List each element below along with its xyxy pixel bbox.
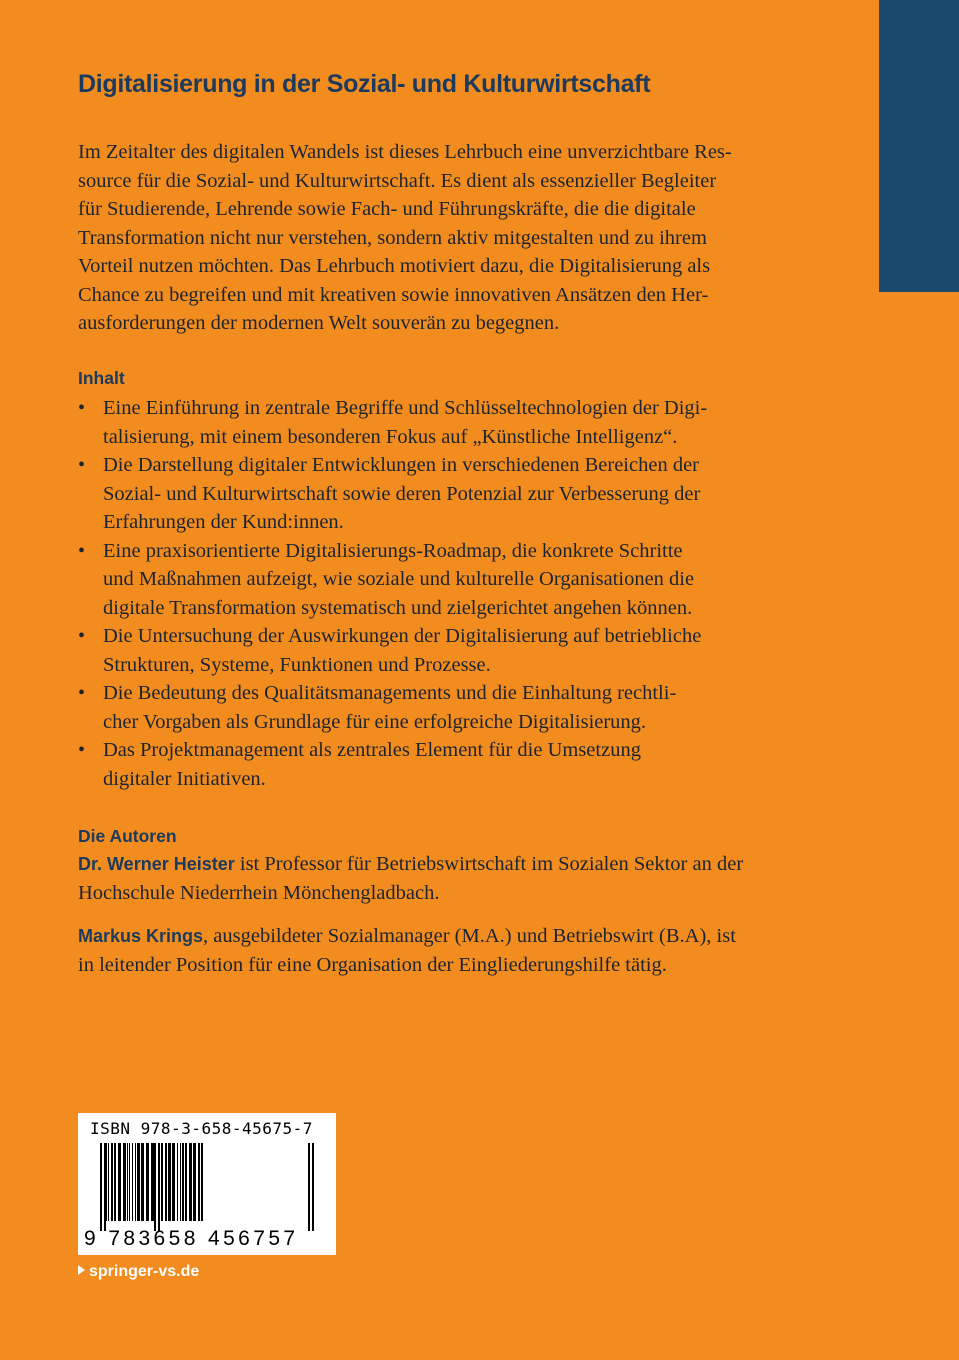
barcode-bar	[180, 1143, 181, 1221]
author-bio	[78, 850, 838, 907]
list-item-line: digitale Transformation systematisch und zielgerichtet angehen können.	[103, 596, 693, 619]
blurb-line: source für die Sozial- und Kulturwirtschaft. Es dient als essenzieller Begleiter	[78, 169, 717, 192]
barcode-bar	[111, 1143, 113, 1221]
barcode-bar	[132, 1143, 133, 1221]
list-item-line: talisierung, mit einem besonderen Fokus auf „Künstliche Intelligenz“.	[103, 425, 678, 448]
barcode-bar	[100, 1143, 102, 1231]
list-item-line: Erfahrungen der Kund:innen.	[103, 511, 344, 533]
description-blurb	[78, 138, 798, 338]
corner-color-block	[879, 0, 959, 292]
list-item-line: und Maßnahmen aufzeigt, wie soziale und kulturelle Organisationen die	[103, 568, 695, 590]
barcode-bar	[108, 1143, 109, 1221]
blurb-line: Transformation nicht nur verstehen, sondern aktiv mitgestalten und zu ihrem	[78, 226, 707, 249]
barcode-bar	[146, 1143, 149, 1221]
barcode-bar	[135, 1143, 136, 1221]
barcode-bar	[129, 1143, 130, 1221]
isbn-barcode	[78, 1113, 336, 1255]
barcode-bar	[118, 1143, 121, 1221]
barcode-digits: 9 783658 456757	[84, 1227, 299, 1250]
barcode-bar	[127, 1143, 128, 1221]
bullet-icon: •	[78, 682, 86, 704]
author-name: Dr. Werner Heister	[78, 854, 235, 874]
author-bio-line	[78, 850, 838, 879]
blurb-line: Vorteil nutzen möchten. Das Lehrbuch motiviert dazu, die Digitalisierung als	[78, 255, 711, 277]
website-text: springer-vs.de	[89, 1263, 200, 1280]
barcode-bar	[106, 1143, 107, 1221]
bullet-icon: •	[78, 625, 86, 647]
author-bio-line: Hochschule Niederrhein Mönchengladbach.	[78, 881, 440, 904]
barcode-bar	[201, 1143, 203, 1221]
bullet-icon: •	[78, 397, 86, 419]
bullet-icon: •	[78, 739, 86, 761]
list-item-line: Die Bedeutung des Qualitätsmanagements und die Einhaltung rechtli-	[103, 682, 677, 704]
blurb-line: Chance zu begreifen und mit kreativen sowie innovativen Ansätzen den Her-	[78, 283, 709, 306]
arrow-right-icon	[78, 1265, 85, 1275]
barcode-bar	[185, 1143, 187, 1221]
list-item-line: Strukturen, Systeme, Funktionen und Prozesse.	[103, 653, 491, 676]
barcode-bar	[137, 1143, 140, 1221]
list-item-line: Eine Einführung in zentrale Begriffe und Schlüsseltechnologien der Digi-	[103, 397, 708, 419]
list-item	[78, 679, 838, 736]
barcode-bar	[151, 1143, 154, 1221]
barcode-bar	[158, 1143, 160, 1231]
barcode-bar	[104, 1143, 106, 1231]
barcode-bar	[198, 1143, 200, 1221]
list-item	[78, 394, 838, 451]
inhalt-heading: Inhalt	[78, 368, 125, 388]
author-bio-line	[78, 922, 838, 951]
bullet-icon: •	[78, 454, 86, 476]
barcode-bar	[114, 1143, 116, 1221]
blurb-line: ausforderungen der modernen Welt souverän zu begegnen.	[78, 312, 560, 334]
barcode-bar	[193, 1143, 196, 1221]
list-item-line: Sozial- und Kulturwirtschaft sowie deren Potenzial zur Verbesserung der	[103, 482, 701, 505]
list-item-line: Die Untersuchung der Auswirkungen der Digitalisierung auf betriebliche	[103, 625, 702, 647]
author-name: Markus Krings	[78, 926, 204, 946]
barcode-bar	[161, 1143, 163, 1221]
list-item	[78, 736, 838, 793]
list-item-line: Das Projektmanagement als zentrales Element für die Umsetzung	[103, 739, 641, 761]
barcode-bar	[189, 1143, 192, 1221]
list-item	[78, 537, 838, 623]
isbn-label: ISBN 978-3-658-45675-7	[90, 1119, 313, 1138]
list-item-line: cher Vorgaben als Grundlage für eine erfolgreiche Digitalisierung.	[103, 710, 647, 733]
barcode-bar	[123, 1143, 126, 1221]
barcode-bar	[172, 1143, 175, 1221]
blurb-line: Im Zeitalter des digitalen Wandels ist dieses Lehrbuch eine unverzichtbare Res-	[78, 141, 732, 163]
book-title: Digitalisierung in der Sozial- und Kulturwirtschaft	[78, 70, 651, 98]
list-item-line: digitaler Initiativen.	[103, 767, 266, 790]
author-bio-line: in leitender Position für eine Organisation der Eingliederungshilfe tätig.	[78, 953, 667, 976]
barcode-bar	[154, 1143, 156, 1231]
barcode-bar	[308, 1143, 310, 1231]
barcode-bar	[141, 1143, 144, 1221]
contents-list	[78, 394, 838, 793]
bullet-icon: •	[78, 539, 86, 562]
author-bio	[78, 922, 838, 979]
barcode-bars	[100, 1143, 314, 1231]
website-link[interactable]	[78, 1263, 199, 1281]
barcode-bar	[182, 1143, 184, 1221]
blurb-line: für Studierende, Lehrende sowie Fach- und Führungskräfte, die die digitale	[78, 198, 696, 220]
autoren-heading: Die Autoren	[78, 826, 177, 846]
author-bio-text: , ausgebildeter Sozialmanager (M.A.) und Betriebswirt (B.A), ist	[203, 925, 736, 947]
list-item-line: Eine praxisorientierte Digitalisierungs-Roadmap, die konkrete Schritte	[103, 539, 683, 562]
list-item	[78, 622, 838, 679]
barcode-bar	[165, 1143, 167, 1221]
barcode-bar	[168, 1143, 171, 1221]
list-item-line: Die Darstellung digitaler Entwicklungen in verschiedenen Bereichen der	[103, 454, 699, 476]
barcode-bar	[177, 1143, 178, 1221]
author-bio-text: ist Professor für Betriebswirtschaft im Sozialen Sektor an der	[234, 853, 744, 875]
barcode-bar	[312, 1143, 314, 1231]
list-item	[78, 451, 838, 537]
